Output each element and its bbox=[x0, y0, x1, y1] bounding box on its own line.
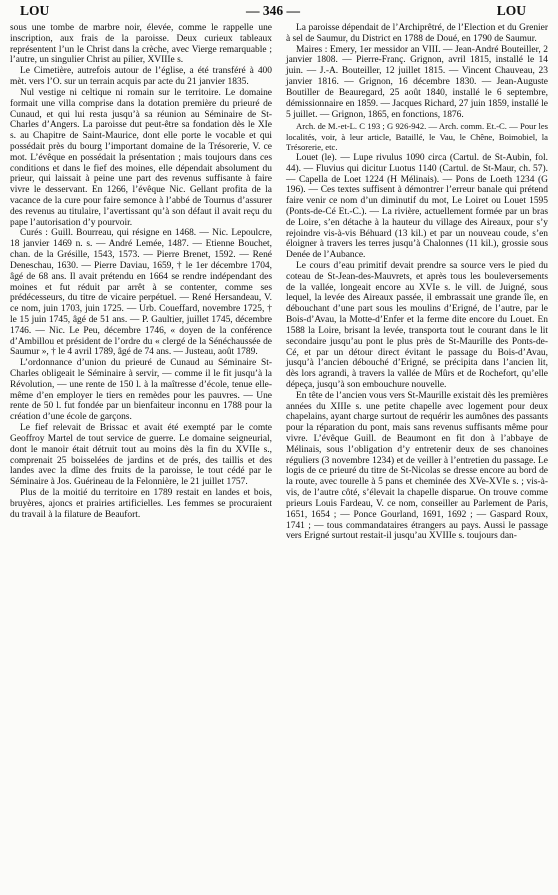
paragraph: Nul vestige ni celtique ni romain sur le territoire. Le domaine formait une villa comprise dans la dotation première du prieuré de Cunaud, et qui lui resta jusqu’à sa réunion au Séminaire de St-Charles d’Angers. La paroisse dut peut-être sa fondation dès le XIe s. au Chapitre de Saint-Maurice, dont elle porte le vocable et qui possédait près du bourg l’important domaine de la Trésorerie, V. ce mot. L’évêque en possédait la présentation ; mais toujours dans ces conditions et dans le fief des moines, elle dépendait absolument du prieur, qui laissait à peine une part des revenus suffisante à faire vivre le desservant. En 1266, l’évêque Nic. Gellant profita de la vacance de la cure pour faire semonce à l’abbé de Tournus d’assurer des revenus au titulaire, l’avertissant qu’à son défaut il avait reçu du pape l’autorisation d’y pourvoir. bbox=[10, 87, 272, 228]
paragraph: L’ordonnance d’union du prieuré de Cunaud au Séminaire St-Charles obligeait le Séminaire à servir, — comme il le fit jusqu’à la Révolution, — une rente de 150 l. à la maîtresse d’école, tenue elle-même d’en employer le tiers en remèdes pour les pauvres. — Une rente de 50 l. fut fondée par un bienfaiteur inconnu en 1788 pour la création d’une école de garçons. bbox=[10, 358, 272, 423]
paragraph: Curés : Guill. Bourreau, qui résigne en 1468. — Nic. Lepoulcre, 18 janvier 1469 n. s. — André Lemée, 1487. — Etienne Bouchet, chan. de la Grésille, 1543, 1573. — Pierre Brenet, 1592. — René Deneschau, 1630. — Pierre Daviau, 1659, † le 1er décembre 1704, âgé de 68 ans. Il avait prétendu en 1664 se rendre indépendant des moines et fut réduit par arrêt à se contenter, comme ses prédécesseurs, du titre de vicaire perpétuel. — René Hersandeau, V. ce nom, juin 1703, juin 1725. — Urb. Coueffard, novembre 1725, † le 15 juin 1745, âgé de 51 ans. — P. Gaultier, juillet 1745, décembre 1746. — Nic. Le Peu, décembre 1746, « doyen de la conférence d’Ambillou et président de l’ordre du « clergé de la Sénéchaussée de Saumur », † le 4 avril 1789, âgé de 74 ans. — Justeau, août 1789. bbox=[10, 228, 272, 358]
paragraph: Maires : Emery, 1er messidor an VIII. — Jean-André Bouteiller, 2 janvier 1808. — Pierre-Franç. Grignon, avril 1815, installé le 14 juin. — J.-A. Bouteiller, 12 juillet 1815. — Vincent Chauveau, 23 janvier 1816. — Grignon, 16 décembre 1830. — Jean-Auguste Boutiller de Beauregard, 25 août 1840, installé le 6 septembre, démissionnaire en 1859. — Jacques Richard, 27 juin 1859, installé le 5 juillet. — Grignon, 1865, en fonctions, 1876. bbox=[286, 44, 548, 120]
paragraph: La paroisse dépendait de l’Archiprêtré, de l’Election et du Grenier à sel de Saumur, du District en 1788 de Doué, en 1790 de Saumur. bbox=[286, 23, 548, 44]
header-left: LOU bbox=[20, 3, 50, 18]
paragraph: Plus de la moitié du territoire en 1789 restait en landes et bois, bruyères, ajoncs et prairies artificielles. Les femmes se procuraient du travail à la filature de Beaufort. bbox=[10, 487, 272, 520]
right-column bbox=[286, 23, 548, 542]
text-columns bbox=[10, 23, 548, 542]
paragraph: Le fief relevait de Brissac et avait été exempté par le comte Geoffroy Martel de tout service de guerre. Le domaine seigneurial, dont le manoir était détruit tout au moins dès la fin du XVIIe s., comprenait 25 boisselées de jardins et de prés, des taillis et des landes avec la dîme des fruits de la paroisse, le tout cédé par le Séminaire à Jos. Guérineau de la Felonnière, le 21 juillet 1757. bbox=[10, 423, 272, 488]
archive-references: Arch. de M.-et-L. C 193 ; G 926-942. — Arch. comm. Et.-C. — Pour les localités, voir, à leur article, Bataillé, le Vau, le Chêne, Boimobiel, la Trésorerie, etc. bbox=[286, 121, 548, 152]
paragraph: En tête de l’ancien vous vers St-Maurille existait dès les premières années du XIIIe s. une petite chapelle avec logement pour deux chapelains, ayant charge surtout de requérir les aumônes des passants pour la réparation du pont, mais sans revenus suffisants même pour vivre. L’évêque Guill. de Beaumont en fit don à l’abbaye de Mélinais, sous l’obligation d’y entretenir deux de ses chanoines réguliers (3 novembre 1234) et de veiller à l’entretien du passage. Le logis de ce prieuré du titre de St-Nicolas se dresse encore au bord de la route, avec tourelle à 5 pans et cheminée des XVe-XVIe s. ; vis-à-vis, de l’autre côté, s’élevait la chapelle disparue. On trouve comme prieurs Louis Fardeau, V. ce nom, conseiller au Parlement de Paris, 1651, 1654 ; — Ponce Gourland, 1691, 1692 ; — Gaspard Roux, 1741 ; — tous commandataires étrangers au pays. Aussi le passage vers Erigné surtout restait-il jusqu’au XVIIIe s. toujours dan- bbox=[286, 390, 548, 542]
left-column bbox=[10, 23, 272, 542]
header-right: LOU bbox=[496, 3, 526, 18]
entry-louet: Louet (le). — Lupe rivulus 1090 circa (Cartul. de St-Aubin, fol. 44). — Fluvius qui dicitur Luotus 1140 (Cartul. de St-Maur, ch. 57). — Capella de Loet 1224 (H Mélinais). — Pons de Loeth 1234 (G 196). — Ces textes suffisent à démontrer l’erreur banale qui prétend faire venir ce nom d’un diminutif du mot, Le Loiret ou Louet 1595 (Ponts-de-Cé Et.-C.). — La rivière, actuellement formée par un bras de Loire, s’en détache à la hauteur du village des Aireaux, pour s’y rejoindre vis-à-vis Béhuard (13 kil.) et par un nouveau coude, s’en éloigner à travers les terres jusqu’à Chalonnes (11 kil.), grossie sous Denée de l’Aubance. bbox=[286, 152, 548, 261]
paragraph: Le Cimetière, autrefois autour de l’église, a été transféré à 400 mèt. vers l’O. sur un terrain acquis par acte du 21 janvier 1835. bbox=[10, 66, 272, 88]
paragraph: Le cours d’eau primitif devait prendre sa source vers le pied du coteau de St-Jean-des-Mauvrets, et après tous les bouleversements de la vallée, longeait encore au XVIe s. le vill. de Juigné, sous lequel, la levée des Aireaux passée, il embrassait une grande île, en débouchant d’une part sous les moulins d’Erigné, de l’autre, par le Bois-d’Avau, la Motte-d’Enfer et la ferme dite encore du Louet. En 1588 la Loire, brisant la levée, transporta tout le courant dans le lit secondaire jusqu’au pont le plus près de St-Maurille des Ponts-de-Cé, et par un détour direct évitant le passage du Bois-d’Avau, jusqu’à l’ancien débouché d’Erigné, se précipita dans l’ancien lit, dès lors agrandi, à travers la vallée de Mûrs et de Rochefort, qu’elle dépeça, jusqu’à son embouchure nouvelle. bbox=[286, 261, 548, 390]
paragraph: sous une tombe de marbre noir, élevée, comme le rappelle une inscription, aux frais de la paroisse. Deux curieux tableaux représentent l’un le Christ dans la crèche, avec Vierge remarquable ; l’autre, un singulier Christ au pilier, XVIIIe s. bbox=[10, 23, 272, 66]
running-header bbox=[10, 3, 548, 23]
page-number: — 346 — bbox=[246, 3, 300, 18]
